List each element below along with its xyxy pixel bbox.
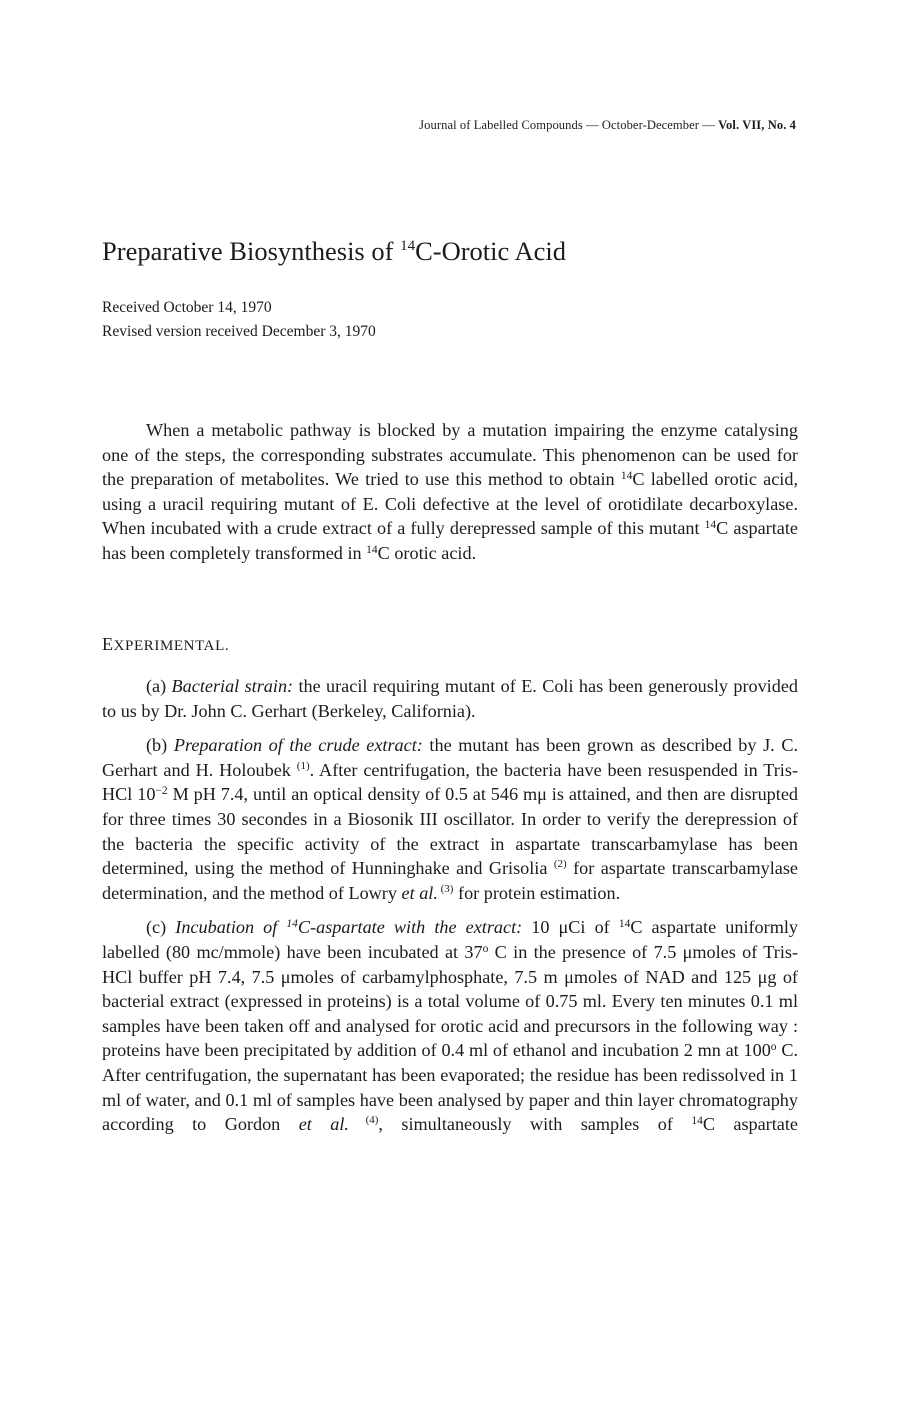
abstract-text: When a metabolic pathway is blocked by a mutation impairing the enzyme catalysing one of the steps, the corresponding substrates accumulate. This phenomenon can be used for the preparation of metabolites. We tried to use this method to obtain xyxy=(102,420,798,490)
reference-mark: (3) xyxy=(437,882,454,895)
title-text: Preparative Biosynthesis of xyxy=(102,236,401,266)
paragraph-heading xyxy=(175,917,522,937)
paragraph-text: M pH 7.4, until an optical density of 0.5 at 546 mμ is attained, and then are disrupted for three times 30 secondes in a Biosonik III oscillator. In order to verify the derepression of the bacteria the specific activity of the extract in aspartate transcarbamylase has been determined, using the method of Hunninghake and Grisolia xyxy=(102,784,798,879)
reference-mark: (4) xyxy=(348,1114,379,1127)
paragraph-label: (a) xyxy=(146,676,172,696)
experimental-section xyxy=(102,674,798,1147)
et-al: et al. xyxy=(298,1114,349,1135)
section-heading-experimental xyxy=(102,634,229,655)
journal-name: Journal of Labelled Compounds xyxy=(419,118,583,132)
journal-separator: — xyxy=(699,118,719,132)
paragraph-bacterial-strain xyxy=(102,674,798,723)
isotope-superscript: 14 xyxy=(620,470,633,483)
isotope-superscript: 14 xyxy=(366,543,378,556)
abstract-text: C aspartate has been completely transformed in xyxy=(102,518,798,563)
abstract-paragraph xyxy=(102,418,798,566)
article-title xyxy=(102,236,802,267)
reference-mark: (2) xyxy=(553,858,567,871)
isotope-superscript: 14 xyxy=(691,1115,703,1128)
paragraph-text: the mutant has been grown as described by J. C. Gerhart and H. Holoubek xyxy=(102,735,798,780)
paragraph-heading: Bacterial strain: xyxy=(171,676,294,696)
abstract xyxy=(102,418,798,566)
revised-date: Revised version received December 3, 1970 xyxy=(102,323,376,340)
journal-volume: Vol. VII, No. 4 xyxy=(718,118,796,132)
paragraph-incubation xyxy=(102,915,798,1136)
abstract-text: C orotic acid. xyxy=(377,542,477,563)
paragraph-text: C in the presence of 7.5 μmoles of Tris-HCl buffer pH 7.4, 7.5 μmoles of carbamylphosphate, 7.5 m μmoles of NAD and 125 μg of bacterial extract (expressed in proteins) is a total volume of 0.75 ml. Every ten minutes 0.1 ml samples have been taken off and analysed for orotic acid and precursors in the following way : proteins have been precipitated by addition of 0.4 ml of ethanol and incubation 2 mn at 100 xyxy=(102,941,799,1061)
paragraph-text: for protein estimation. xyxy=(453,882,621,903)
journal-header xyxy=(336,118,796,133)
abstract-text: C labelled orotic acid, using a uracil requiring mutant of E. Coli defective at the level of orotidilate decarboxylase. When incubated with a crude extract of a fully derepressed sample of this mutant xyxy=(102,469,798,539)
title-superscript: 14 xyxy=(400,238,416,254)
section-heading-rest: XPERIMENTAL. xyxy=(113,638,230,654)
received-date: Received October 14, 1970 xyxy=(102,299,272,316)
paragraph-text: . After centrifugation, the bacteria have been resuspended in Tris-HCl 10 xyxy=(102,759,798,805)
paragraph-heading: Preparation of the crude extract: xyxy=(173,735,423,756)
isotope-superscript: 14 xyxy=(618,918,631,931)
title-text: C-Orotic Acid xyxy=(415,236,566,266)
exponent: −2 xyxy=(155,785,168,798)
paragraph-text: C aspartate xyxy=(702,1114,798,1135)
paragraph-label: (b) xyxy=(146,735,174,756)
isotope-superscript: 14 xyxy=(704,519,717,532)
paragraph-text: 10 μCi of xyxy=(522,917,619,938)
et-al: et al. xyxy=(401,882,438,903)
degree-mark: o xyxy=(770,1041,777,1054)
isotope-superscript: 14 xyxy=(286,918,298,931)
paragraph-text: C. After centrifugation, the supernatant has been evaporated; the residue has been redissolved in 1 ml of water, and 0.1 ml of samples have been analysed by paper and thin layer chromatography according to Gordon xyxy=(102,1040,798,1135)
article-dates xyxy=(102,296,802,344)
section-heading-initial: E xyxy=(102,634,114,654)
heading-text: C-aspartate with the extract: xyxy=(297,917,523,938)
heading-text: Incubation of xyxy=(175,917,287,938)
journal-separator: — xyxy=(582,118,602,132)
journal-period: October-December xyxy=(601,118,700,132)
degree-mark: o xyxy=(482,942,489,955)
paragraph-text: the uracil requiring mutant of E. Coli has been generously provided to us by Dr. John C. Gerhart (Berkeley, California). xyxy=(102,676,799,721)
paragraph-text: C aspartate uniformly labelled (80 mc/mmole) have been incubated at 37 xyxy=(102,917,799,962)
paragraph-text: for aspartate transcarbamylase determination, and the method of Lowry xyxy=(102,858,798,903)
paragraph-label: (c) xyxy=(146,917,176,938)
reference-mark: (1) xyxy=(296,759,310,772)
paragraph-text: , simultaneously with samples of xyxy=(378,1114,692,1135)
paragraph-crude-extract xyxy=(102,733,798,905)
